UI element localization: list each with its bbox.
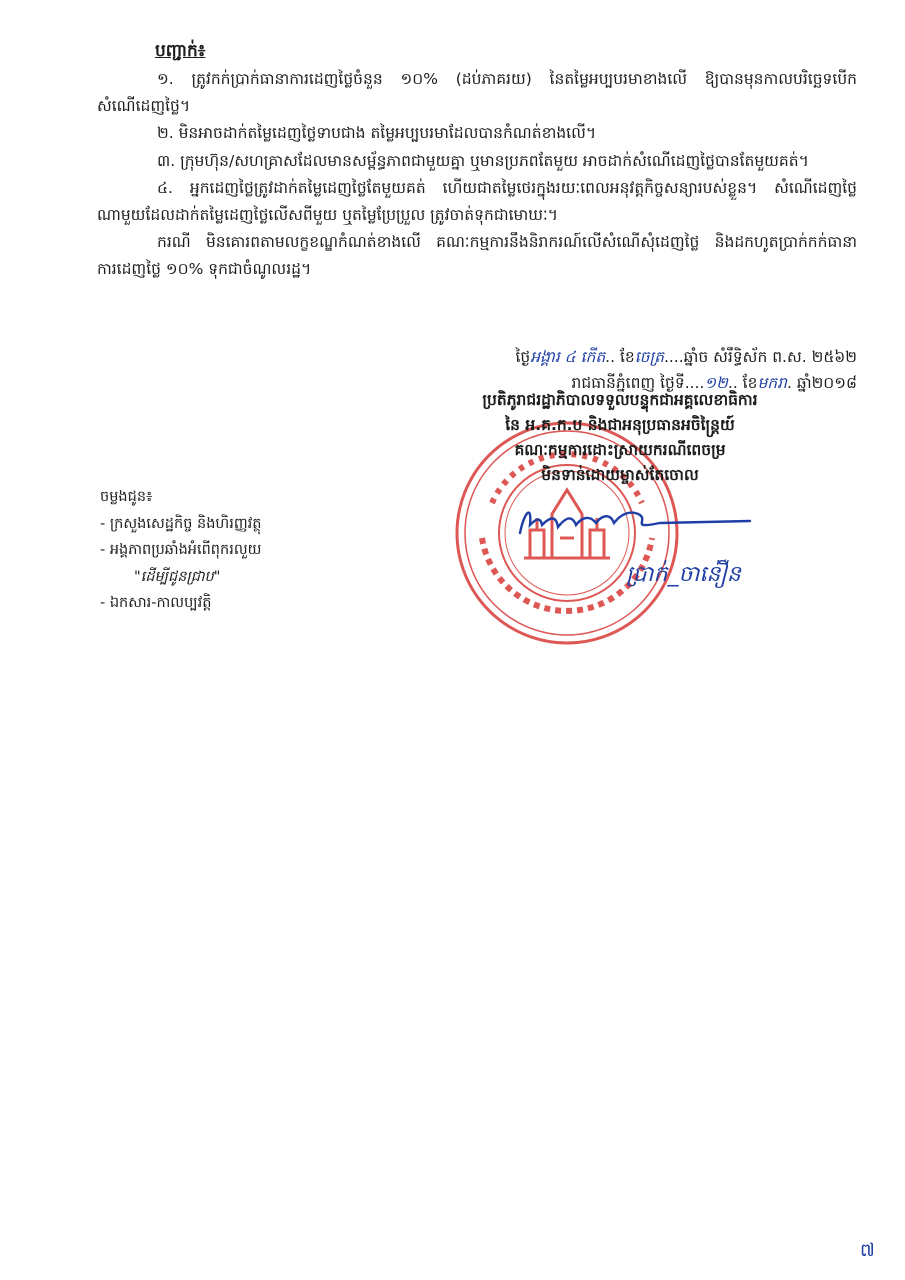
copy-recipient-1: - ក្រសួងសេដ្ឋកិច្ច និងហិរញ្ញវត្ថុ	[100, 515, 262, 532]
signatory-title-block	[380, 388, 860, 488]
copy-recipient-archive: - ឯកសារ-កាលប្បវត្តិ	[100, 595, 212, 611]
copies-title: ចម្លងជូន៖	[100, 489, 153, 505]
signatory-line-1: ប្រតិភូរាជរដ្ឋាភិបាលទទួលបន្ទុកជាអគ្គលេខាធិការ	[482, 391, 758, 409]
signatory-line-2: នៃ អ.គ.ក.ប និងជាអនុប្រធានអចិន្ត្រៃយ៍	[505, 416, 735, 434]
signatory-line-4: មិនទាន់ដោយម្ចាស់តែចោល	[541, 466, 699, 484]
handwritten-date-day: ១២	[704, 374, 728, 392]
handwritten-month: ចេត្រ	[634, 348, 664, 366]
copy-recipient-2: - អង្គភាពប្រឆាំងអំពើពុករលួយ	[100, 542, 262, 558]
note-2: ២. មិនអាចដាក់តម្លៃដេញថ្លៃទាបជាង តម្លៃអប្បបរមាដែលបានកំណត់ខាងលើ។	[157, 124, 597, 143]
note-4: ៤. អ្នកដេញថ្លៃត្រូវដាក់តម្លៃដេញថ្លៃតែមួយគត់ ហើយជាតម្លៃថេរក្នុងរយៈពេលអនុវត្តកិច្ចសន្យារបស់ខ្លួន។ សំណើដេញថ្លៃណាមួយដែលដាក់តម្លៃដេញថ្លៃលើសពីមួយ ឬតម្លៃប្រែប្រួល ត្រូវចាត់ទុកជាមោឃៈ។	[97, 178, 857, 225]
notes-heading: បញ្ជាក់៖	[155, 41, 206, 61]
lunar-date-line: ថ្ងៃអង្គារ ៤ កើត.. ខែចេត្រ....ឆ្នាំច សំរឹទ្ធិស័ក ព.ស. ២៥៦២	[515, 348, 857, 366]
handwritten-day: អង្គារ ៤ កើត	[530, 348, 606, 366]
note-penalty: ករណី មិនគោរពតាមលក្ខខណ្ឌកំណត់ខាងលើ គណៈកម្មការនឹងនិរាករណ៍លើសំណើសុំដេញថ្លៃ និងដកហូតប្រាក់កក់ធានាការដេញថ្លៃ ១០% ទុកជាចំណូលរដ្ឋ។	[97, 233, 857, 279]
signatory-line-3: គណៈកម្មការដោះស្រាយករណីពេចម្រ	[514, 441, 726, 459]
handwritten-signature	[510, 495, 760, 545]
note-1: ១. ត្រូវកក់ប្រាក់ធានាការដេញថ្លៃចំនួន ១០% (ដប់ភាគរយ) នៃតម្លៃអប្បបរមាខាងលើ ឱ្យបានមុនកាលបរិច្ឆេទបើកសំណើដេញថ្លៃ។	[97, 70, 857, 116]
notes-body	[97, 66, 857, 284]
copy-recipient-note: "ដើម្បីជូនជ្រាប"	[134, 568, 221, 585]
signatory-name: ប្រាក់_ចាន់ឿន	[626, 562, 741, 587]
handwritten-date-month: មករា	[757, 374, 787, 392]
note-3: ៣. ក្រុមហ៊ុន/សហគ្រាសដែលមានសម្ព័ន្ធភាពជាមួយគ្នា ឬមានប្រភពតែមួយ អាចដាក់សំណើដេញថ្លៃបានតែមួយគត់។	[157, 151, 809, 170]
page-number: ៧	[860, 1240, 875, 1261]
solar-date-line: រាជធានីភ្នំពេញ ថ្ងៃទី....១២.. ខែមករា. ឆ្នាំ២០១៨	[571, 374, 857, 392]
copies-to-block	[100, 484, 261, 617]
